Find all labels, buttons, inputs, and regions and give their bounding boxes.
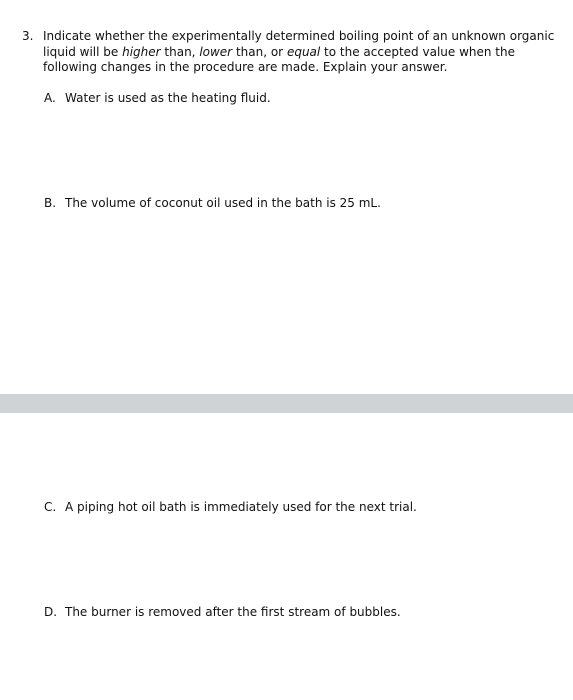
sub-question-text: The volume of coconut oil used in the bath is 25 mL. — [65, 196, 381, 210]
question-text — [43, 29, 562, 76]
emphasis-higher: higher — [122, 44, 161, 59]
sub-question-a — [44, 91, 271, 106]
emphasis-lower: lower — [199, 44, 233, 59]
sub-question-text: A piping hot oil bath is immediately used for the next trial. — [65, 500, 417, 514]
sub-question-b — [44, 196, 381, 211]
question-block — [22, 29, 562, 76]
emphasis-equal: equal — [286, 44, 321, 59]
sub-question-text: The burner is removed after the first stream of bubbles. — [65, 605, 401, 619]
sub-question-letter: B. — [44, 196, 57, 210]
sub-question-text: Water is used as the heating fluid. — [65, 91, 271, 105]
sub-question-c — [44, 500, 417, 515]
sub-question-letter: A. — [44, 91, 56, 105]
question-number: 3. — [22, 29, 34, 43]
sub-question-letter: C. — [44, 500, 57, 514]
question-text-part2: than, — [160, 44, 200, 59]
question-text-part4: to the accepted value when the following changes in the procedure are made. Explain your answer. — [43, 44, 515, 74]
sub-question-letter: D. — [44, 605, 58, 619]
sub-question-d — [44, 605, 401, 620]
question-text-part1: Indicate whether the experimentally determined boiling point of an unknown organic liquid will be — [43, 29, 555, 59]
question-text-part3: than, or — [232, 44, 287, 59]
page-divider — [0, 394, 573, 413]
